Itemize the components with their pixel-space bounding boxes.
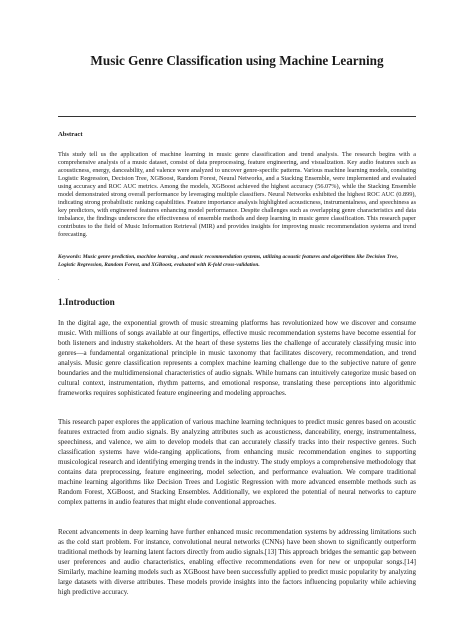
intro-paragraph: In the digital age, the exponential growth of music streaming platforms has revolutionized how we discover and consume music. With millions of songs available at our fingertips, effective music recommendation systems have become essential for both listeners and industry stakeholders. At the heart of these systems lies the challenge of accurately classifying music into genres—a fundamental organizational principle in music taxonomy that facilitates discovery, recommendation, and trend analysis. Music genre classification represents a complex machine learning challenge due to the subjective nature of genre boundaries and the multidimensional characteristics of audio signals. While humans can intuitively categorize music based on cultural context, instrumentation, rhythm patterns, and emotional response, translating these perceptions into algorithmic frameworks requires sophisticated feature engineering and modeling approaches. (58, 319, 416, 398)
keywords-label: Keywords: (58, 254, 82, 260)
paper-title: Music Genre Classification using Machine Learning (90, 53, 384, 68)
keywords-text: Music genre prediction, machine learning , and music recommendation systems, utilizing acoustic features and algorithms like Decision Tree, Logistic Regression, Random Forest, and XGBoost, evaluated with K-fold cross-validation. (58, 254, 399, 268)
intro-paragraph: This research paper explores the application of various machine learning techniques to predict music genres based on acoustic features extracted from audio signals. By analyzing attributes such as acousticness, danceability, energy, instrumentalness, speechiness, and valence, we aim to develop models that can accurately classify tracks into their respective genres. Such classification systems have wide-ranging applications, from enhancing music recommendation engines to supporting musicological research and identifying emerging trends in the industry. The study employs a comprehensive methodology that contains data preprocessing, feature engineering, model selection, and performance evaluation. We compare traditional machine learning algorithms like Decision Trees and Logistic Regression with more advanced ensemble methods such as Random Forest, XGBoost, and Stacking Ensembles. Additionally, we explored the potential of neural networks to capture complex patterns in audio features that might elude conventional approaches. (58, 418, 416, 507)
intro-paragraph: Recent advancements in deep learning have further enhanced music recommendation systems by addressing limitations such as the cold start problem. For instance, convolutional neural networks (CNNs) have been shown to significantly outperform traditional methods by learning latent factors directly from audio signals.[13] This approach bridges the semantic gap between user preferences and audio characteristics, enabling effective recommendations even for new or unpopular songs.[14] Similarly, machine learning models such as XGBoost have been successfully applied to predict music popularity by analyzing large datasets with diverse attributes. These models provide insights into the factors influencing popularity while achieving high predictive accuracy. (58, 528, 416, 597)
keywords (58, 253, 416, 269)
section-heading-introduction: 1.Introduction (58, 297, 115, 307)
abstract-heading: Abstract (58, 131, 83, 138)
separator-dot: . (58, 276, 60, 282)
abstract-text: This study tell us the application of machine learning in music genre classification and trend analysis. The research begins with a comprehensive analysis of a music dataset, consist of data preprocessing, feature engineering, and visualization. Key audio features such as acousticness, energy, danceability, and valence were analyzed to uncover genre-specific patterns. Various machine learning models, consisting Logistic Regression, Decision Tree, XGBoost, Random Forest, Neural Networks, and a Stacking Ensemble, were implemented and evaluated using accuracy and ROC AUC metrics. Among the models, XGBoost achieved the highest accuracy (56.07%), while the Stacking Ensemble model demonstrated strong overall performance by leveraging multiple classifiers. Neural Networks exhibited the highest ROC AUC (0.899), indicating strong probabilistic ranking capabilities. Feature importance analysis highlighted acousticness, instrumentalness, and speechiness as key predictors, with engineered features enhancing model performance. Despite challenges such as overlapping genre characteristics and data imbalance, the findings underscore the effectiveness of ensemble methods and deep learning in music genre classification. This research paper contributes to the field of Music Information Retrieval (MIR) and provides insights for improving music recommendation systems and trend forecasting. (58, 151, 416, 238)
title-divider (58, 116, 416, 117)
